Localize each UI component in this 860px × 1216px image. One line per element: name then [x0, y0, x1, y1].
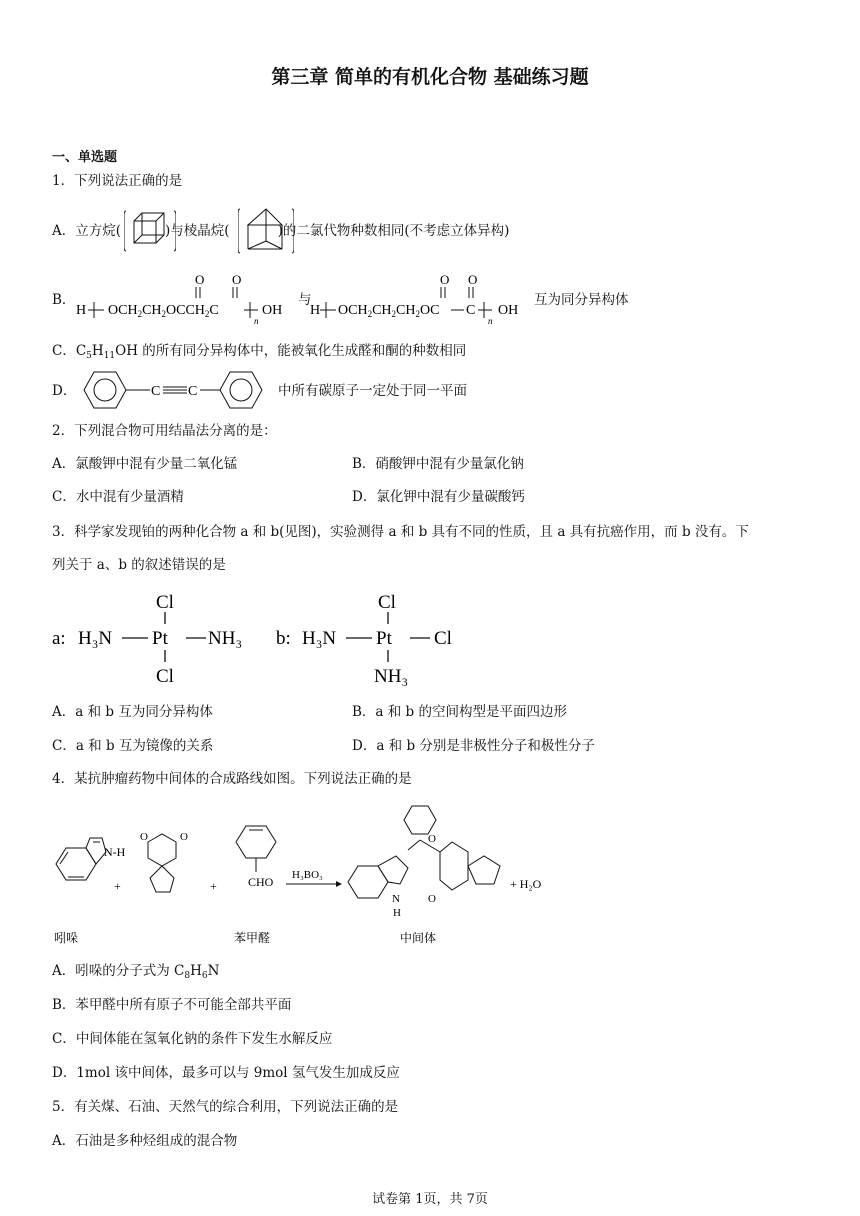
q4-option-b: B．苯甲醛中所有原子不可能全部共平面 — [52, 997, 292, 1013]
intermediate-n: N — [392, 893, 400, 905]
q1-a-text-post: )的二氯代物种数相同(不考虑立体异构) — [277, 223, 510, 239]
q1-option-d-label: D． — [52, 383, 77, 399]
fig-a-cl-top: Cl — [156, 592, 174, 613]
q5-option-a: A．石油是多种烃组成的混合物 — [52, 1133, 238, 1149]
q1-d-text-post: 中所有碳原子一定处于同一平面 — [278, 383, 467, 399]
svg-text:OH: OH — [498, 303, 519, 318]
o-1: O — [140, 831, 148, 843]
section-heading: 一、单选题 — [52, 150, 118, 165]
q4-a-post: N — [207, 963, 220, 979]
intermediate-label: 中间体 — [400, 931, 437, 945]
svg-text:C: C — [151, 384, 161, 399]
q4-stem: 4．某抗肿瘤药物中间体的合成路线如图。下列说法正确的是 — [52, 771, 412, 787]
fig-b-cl-right: Cl — [434, 628, 452, 649]
q4-option-c: C．中间体能在氢氧化钠的条件下发生水解反应 — [52, 1031, 333, 1047]
q4-a-sub1: 8 — [184, 971, 191, 981]
q1-option-b-label: B． — [52, 292, 76, 308]
q2-option-c: C．水中混有少量酒精 — [52, 489, 184, 505]
o-3: O — [428, 833, 436, 845]
prismane-icon — [238, 205, 294, 257]
q3-stem-line1: 3．科学家发现铂的两种化合物 a 和 b(见图)，实验测得 a 和 b 具有不同的性质，且 a 具有抗癌作用，而 b 没有。下 — [52, 524, 749, 540]
fig-a-h3n: H₃N — [78, 628, 113, 649]
fig-a-pt: Pt — [152, 628, 168, 649]
fig-a-nh3: NH₃ — [208, 628, 243, 649]
svg-text:O: O — [195, 272, 205, 287]
platinum-complex-figure — [48, 586, 468, 690]
indole-nh: N-H — [104, 845, 126, 859]
q2-option-a: A．氯酸钾中混有少量二氧化锰 — [52, 456, 238, 472]
fig-b-label: b: — [276, 628, 291, 649]
q3-option-d: D．a 和 b 分别是非极性分子和极性分子 — [352, 738, 595, 754]
plus-1: + — [114, 879, 121, 893]
o-4: O — [428, 893, 436, 905]
fig-a-label: a: — [52, 628, 66, 649]
water-product: + H₂O — [510, 877, 542, 891]
svg-text:n: n — [488, 316, 493, 326]
fig-b-nh3: NH₃ — [374, 666, 409, 687]
indole-label: 吲哚 — [54, 931, 79, 945]
q4-a-mid: H — [190, 963, 202, 979]
q1-b-join: 与 — [298, 292, 312, 308]
q1-c-sub1: 5 — [86, 351, 92, 361]
reagent-label: H₃BO₃ — [292, 869, 323, 881]
q3-option-a: A．a 和 b 互为同分异构体 — [52, 704, 213, 720]
q2-option-b: B．硝酸钾中混有少量氯化钠 — [352, 456, 524, 472]
q1-stem: 1．下列说法正确的是 — [52, 173, 183, 189]
q3-stem-line2: 列关于 a、b 的叙述错误的是 — [52, 557, 226, 573]
cubane-icon — [124, 207, 176, 255]
svg-text:OH: OH — [262, 303, 283, 318]
benzaldehyde-cho: CHO — [248, 875, 274, 889]
svg-text:H: H — [76, 303, 87, 318]
svg-text:H: H — [310, 303, 321, 318]
fig-a-cl-bottom: Cl — [156, 666, 174, 687]
polyester-formula-1 — [74, 270, 294, 326]
svg-text:OCH2CH2OCCH2C: $OCH_2CH_2OCCH_2C$ — [108, 303, 219, 319]
o-2: O — [180, 831, 188, 843]
fig-b-h3n: H₃N — [302, 628, 337, 649]
q1-c-mid: H — [91, 343, 104, 359]
svg-text:O: O — [440, 272, 450, 287]
q1-a-text-pre: A．立方烷( — [52, 223, 122, 239]
polyester-formula-2 — [308, 270, 530, 326]
synthesis-route-figure — [48, 800, 558, 950]
q1-c-pre: C．C — [52, 343, 87, 359]
intermediate-h: H — [393, 907, 401, 919]
q4-option-a — [52, 962, 219, 985]
svg-text:O: O — [232, 272, 242, 287]
q4-a-sub2: 6 — [201, 971, 208, 981]
diphenylacetylene-structure — [74, 364, 274, 416]
q2-option-d: D．氯化钾中混有少量碳酸钙 — [352, 489, 525, 505]
q1-option-c — [52, 342, 466, 365]
q1-b-text-post: 互为同分异构体 — [534, 292, 629, 308]
benzaldehyde-label: 苯甲醛 — [234, 931, 271, 945]
svg-text:C: C — [466, 303, 476, 318]
svg-text:O: O — [468, 272, 478, 287]
plus-2: + — [210, 879, 217, 893]
q1-c-sub2: 11 — [103, 351, 116, 361]
q2-stem: 2．下列混合物可用结晶法分离的是： — [52, 423, 277, 439]
fig-b-pt: Pt — [376, 628, 392, 649]
q1-c-post: OH 的所有同分异构体中，能被氧化生成醛和酮的种数相同 — [115, 343, 467, 359]
fig-b-cl-top: Cl — [378, 592, 396, 613]
svg-text:OCH2CH2CH2OC: $OCH_2CH_2CH_2OC$ — [338, 303, 440, 319]
q4-a-pre: A．吲哚的分子式为 C — [52, 963, 185, 979]
q5-stem: 5．有关煤、石油、天然气的综合利用，下列说法正确的是 — [52, 1099, 399, 1115]
q3-option-b: B．a 和 b 的空间构型是平面四边形 — [352, 704, 567, 720]
svg-text:C: C — [188, 384, 198, 399]
q1-a-text-mid: )与棱晶烷( — [165, 223, 230, 239]
page-footer: 试卷第 1页，共 7页 — [372, 1192, 488, 1207]
q4-option-d: D．1mol 该中间体，最多可以与 9mol 氢气发生加成反应 — [52, 1065, 400, 1081]
page-title: 第三章 简单的有机化合物 基础练习题 — [271, 66, 589, 88]
q3-option-c: C．a 和 b 互为镜像的关系 — [52, 738, 214, 754]
svg-text:n: n — [254, 316, 259, 326]
